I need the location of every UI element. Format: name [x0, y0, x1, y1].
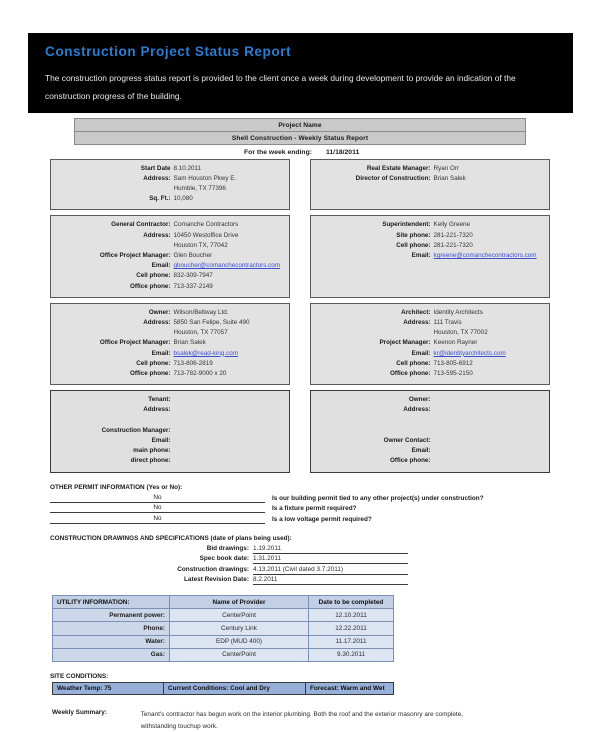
permit-question: Is our building permit tied to any other project(s) under construction?	[272, 494, 484, 502]
utility-table	[52, 595, 394, 662]
field-value: Houston, TX 77002	[433, 329, 488, 337]
report-banner	[28, 33, 573, 113]
utility-date: 11.17.2011	[309, 635, 394, 648]
permit-question: Is a fixture permit required?	[272, 505, 357, 513]
field-row	[55, 405, 283, 415]
field-label: Site phone:	[396, 231, 431, 239]
field-label: Address:	[143, 406, 171, 414]
field-value	[434, 446, 543, 456]
drawing-value-field[interactable]: 1.19.2011	[253, 545, 408, 554]
field-row	[55, 436, 283, 446]
permit-section	[50, 484, 550, 524]
drawing-label: Spec book date:	[199, 555, 249, 563]
field-row	[55, 349, 283, 359]
field-row	[315, 318, 543, 328]
field-row	[315, 446, 543, 456]
site-conditions-heading: SITE CONDITIONS:	[50, 673, 109, 680]
drawing-value-field[interactable]: 1.31.2011	[253, 555, 408, 564]
field-row	[55, 308, 283, 318]
field-label: Office Project Manager:	[99, 339, 171, 347]
field-row	[315, 251, 543, 261]
field-label: Address:	[403, 318, 431, 326]
utility-label: Water:	[53, 635, 170, 648]
field-row	[315, 436, 543, 446]
week-ending-label: For the week ending:	[244, 148, 312, 156]
forecast-cell: Forecast: Warm and Wet	[306, 682, 394, 695]
field-row	[315, 241, 543, 251]
field-row	[55, 338, 283, 348]
field-value	[174, 456, 283, 466]
field-label: main phone:	[133, 447, 171, 455]
owner-block	[50, 303, 290, 385]
field-label: Cell phone:	[136, 359, 171, 367]
weekly-summary-text	[141, 709, 550, 732]
field-row	[55, 231, 283, 241]
info-row-3	[50, 303, 550, 385]
general-contractor-block	[50, 215, 290, 297]
field-row	[55, 241, 283, 251]
field-row	[55, 220, 283, 230]
field-value: Brian Salek	[433, 174, 466, 182]
field-label: General Contractor:	[111, 221, 171, 229]
field-row	[55, 426, 283, 436]
field-value-link[interactable]: kgreene@comanchecontractors.com	[433, 251, 537, 259]
drawing-value-field[interactable]: 8.2.2011	[253, 576, 408, 585]
field-row	[315, 164, 543, 174]
drawings-heading: CONSTRUCTION DRAWINGS AND SPECIFICATIONS (date of plans being used):	[50, 534, 292, 542]
field-row	[315, 359, 543, 369]
field-row	[315, 426, 543, 436]
architect-block	[310, 303, 550, 385]
field-label: Owner:	[408, 396, 431, 404]
tenant-block	[50, 390, 290, 472]
permit-row	[50, 494, 550, 503]
field-label: Email:	[411, 349, 431, 357]
field-value	[434, 456, 543, 466]
field-value-link[interactable]: gboucher@comanchecontractors.com	[173, 262, 281, 270]
field-row	[315, 338, 543, 348]
owner-contact-block	[310, 390, 550, 472]
current-conditions-cell: Current Conditions: Cool and Dry	[164, 682, 306, 695]
field-row	[55, 359, 283, 369]
field-label: Sq. Ft.:	[149, 195, 171, 203]
field-value: Kelly Greene	[433, 221, 470, 229]
permit-answer-field[interactable]: No	[50, 515, 265, 524]
utility-label: Gas:	[53, 648, 170, 661]
weekly-summary-section	[50, 709, 550, 732]
permit-question: Is a low voltage permit required?	[272, 515, 372, 523]
report-description	[45, 69, 573, 105]
field-label: Project Manager:	[379, 339, 431, 347]
utility-row	[53, 609, 394, 622]
field-row	[315, 456, 543, 466]
project-name-label: Project Name	[74, 118, 526, 132]
field-row	[55, 261, 283, 271]
field-row	[55, 318, 283, 328]
field-value: 713-337-2149	[173, 282, 213, 290]
field-value	[434, 436, 543, 446]
drawings-section	[50, 535, 550, 586]
field-value: 713-595-2150	[433, 369, 473, 377]
field-value	[174, 436, 283, 446]
field-row	[55, 184, 283, 194]
info-row-4	[50, 390, 550, 472]
field-row	[55, 446, 283, 456]
utility-label: Phone:	[53, 622, 170, 635]
drawings-rows	[50, 545, 550, 586]
field-row	[315, 220, 543, 230]
permit-heading: OTHER PERMIT INFORMATION (Yes or No):	[50, 483, 183, 491]
field-label	[55, 241, 174, 251]
utility-table-head	[53, 596, 394, 609]
field-row	[315, 174, 543, 184]
field-label	[315, 426, 434, 436]
field-value: Brian Salek	[173, 339, 206, 347]
project-name-table	[74, 118, 526, 159]
weekly-summary-line-1: Tenant's contractor has begun work on the interior plumbing. Both the roof and the exterior masonry are complete,	[140, 711, 464, 719]
field-row	[55, 416, 283, 426]
field-value: Houston, TX 77057	[173, 329, 228, 337]
drawing-row	[50, 545, 550, 554]
field-label	[315, 416, 434, 426]
field-value: 8.10.2011	[173, 164, 202, 172]
field-value-link[interactable]: kr@identityarchitects.com	[433, 349, 506, 357]
drawing-row	[50, 566, 550, 575]
field-row	[315, 308, 543, 318]
field-label	[55, 416, 174, 426]
field-label	[315, 328, 434, 338]
field-label: Construction Manager:	[101, 426, 171, 434]
field-label: Cell phone:	[136, 272, 171, 280]
field-label: Cell phone:	[396, 241, 431, 249]
weekly-summary-label: Weekly Summary:	[52, 709, 107, 717]
field-value: Wilson/Beltway Ltd.	[173, 308, 229, 316]
field-value: 5850 San Felipe, Suite 490	[173, 318, 250, 326]
drawing-label: Latest Revision Date:	[184, 576, 249, 584]
utility-provider: EDP (MUD 400)	[170, 635, 309, 648]
field-value	[174, 405, 283, 415]
field-label: direct phone:	[130, 457, 171, 465]
field-label: Owner:	[148, 308, 171, 316]
field-label: Address:	[403, 406, 431, 414]
field-value: 713-806-2819	[173, 359, 213, 367]
field-label: Office phone:	[389, 369, 431, 377]
report-description-line-1: The construction progress status report is provided to the client once a week during development to provide an indication of the	[45, 73, 516, 83]
superintendent-block	[310, 215, 550, 297]
field-row	[55, 251, 283, 261]
field-label: Architect:	[401, 308, 431, 316]
field-value: Glen Boucher	[173, 251, 213, 259]
field-label: Office Project Manager:	[99, 251, 171, 259]
field-row	[315, 231, 543, 241]
field-value	[174, 416, 283, 426]
report-title: Construction Project Status Report	[45, 44, 292, 59]
field-label: Start Date	[140, 164, 171, 172]
utility-provider: CenterPoint	[170, 609, 309, 622]
permit-row	[50, 515, 550, 524]
field-value: 111 Travis	[433, 318, 462, 326]
utility-header-row	[53, 596, 394, 609]
utility-row	[53, 648, 394, 661]
field-label: Address:	[143, 318, 171, 326]
field-value: Houston TX, 77042	[173, 241, 228, 249]
field-row	[55, 271, 283, 281]
field-row	[315, 395, 543, 405]
utility-header-label: UTILITY INFORMATION:	[53, 596, 170, 609]
site-conditions-section	[50, 673, 550, 695]
utility-row	[53, 622, 394, 635]
field-value: 713-805-6912	[433, 359, 473, 367]
field-label: Cell phone:	[396, 359, 431, 367]
permit-answer-field[interactable]: No	[50, 504, 265, 513]
drawing-label: Bid drawings:	[206, 544, 249, 552]
field-label	[55, 184, 174, 194]
week-ending-row	[74, 145, 526, 159]
field-value: 281-221-7320	[433, 231, 473, 239]
utility-date: 12.22.2011	[309, 622, 394, 635]
permit-answer-field[interactable]: No	[50, 494, 265, 503]
field-label: Office phone:	[129, 282, 171, 290]
utility-section	[50, 595, 550, 662]
field-value: 832-309-7947	[173, 272, 213, 280]
permit-rows	[50, 494, 550, 524]
field-value: 281-221-7320	[433, 241, 473, 249]
field-label: Email:	[411, 447, 431, 455]
field-value: Humble, TX 77396	[173, 184, 226, 192]
field-label: Email:	[411, 251, 431, 259]
field-row	[55, 369, 283, 379]
utility-header-provider: Name of Provider	[170, 596, 309, 609]
info-row-1	[50, 159, 550, 211]
report-description-line-2: construction progress of the building.	[45, 91, 182, 101]
field-value	[174, 426, 283, 436]
permit-row	[50, 504, 550, 513]
management-block	[310, 159, 550, 211]
field-row	[55, 174, 283, 184]
field-value: 10450 Westoffice Drive	[173, 231, 239, 239]
field-label: Real Estate Manager:	[366, 164, 431, 172]
field-row	[55, 282, 283, 292]
field-value: Sam Houston Pkwy E.	[173, 174, 237, 182]
info-row-2	[50, 215, 550, 297]
week-ending-value: 11/18/2011	[326, 148, 360, 156]
utility-provider: Century Link	[170, 622, 309, 635]
field-label: Address:	[143, 174, 171, 182]
field-label: Email:	[151, 436, 171, 444]
field-value	[434, 395, 543, 405]
weekly-summary-line-2: withstanding touchup work.	[140, 722, 218, 730]
field-row	[55, 164, 283, 174]
field-value: Comanche Contractors	[173, 221, 239, 229]
field-row	[55, 395, 283, 405]
field-label: Address:	[143, 231, 171, 239]
field-value-link[interactable]: bsalek@read-king.com	[173, 349, 239, 357]
field-label: Director of Construction:	[355, 174, 431, 182]
field-row	[315, 349, 543, 359]
weather-temp-cell: Weather Temp: 75	[52, 682, 164, 695]
field-label: Tenant:	[148, 396, 171, 404]
utility-provider: CenterPoint	[170, 648, 309, 661]
field-row	[55, 328, 283, 338]
start-date-block	[50, 159, 290, 211]
utility-header-date: Date to be completed	[309, 596, 394, 609]
field-value	[174, 395, 283, 405]
project-name-value: Shell Construction - Weekly Status Report	[74, 132, 526, 145]
field-label: Owner Contact:	[383, 436, 431, 444]
field-row	[315, 369, 543, 379]
field-row	[315, 405, 543, 415]
utility-row	[53, 635, 394, 648]
drawing-row	[50, 555, 550, 564]
field-value: 713-782-9000 x 20	[173, 369, 227, 377]
field-row	[55, 194, 283, 204]
field-label: Email:	[151, 349, 171, 357]
utility-label: Permanent power:	[53, 609, 170, 622]
utility-table-body	[53, 609, 394, 662]
field-label	[55, 328, 174, 338]
field-value	[434, 405, 543, 415]
document-body	[0, 118, 600, 732]
field-row	[55, 456, 283, 466]
field-value	[434, 416, 543, 426]
field-row	[315, 416, 543, 426]
drawing-label: Construction drawings:	[177, 565, 249, 573]
field-value	[434, 426, 543, 436]
field-label: Email:	[151, 262, 171, 270]
field-value	[174, 446, 283, 456]
drawing-row	[50, 576, 550, 585]
field-value: 10,080	[173, 195, 193, 203]
field-value: Keenon Rayner	[433, 339, 478, 347]
field-label: Superintendent:	[382, 221, 431, 229]
utility-date: 12.10.2011	[309, 609, 394, 622]
utility-date: 9.30.2011	[309, 648, 394, 661]
drawing-value-field[interactable]: 4.13.2011 (Civil dated 3.7.2011)	[253, 566, 408, 575]
site-conditions-row	[52, 682, 394, 695]
field-value: Identity Architects	[433, 308, 483, 316]
field-value: Ryan Orr	[433, 164, 460, 172]
field-label: Office phone:	[129, 369, 171, 377]
field-row	[315, 328, 543, 338]
field-label: Office phone:	[389, 457, 431, 465]
